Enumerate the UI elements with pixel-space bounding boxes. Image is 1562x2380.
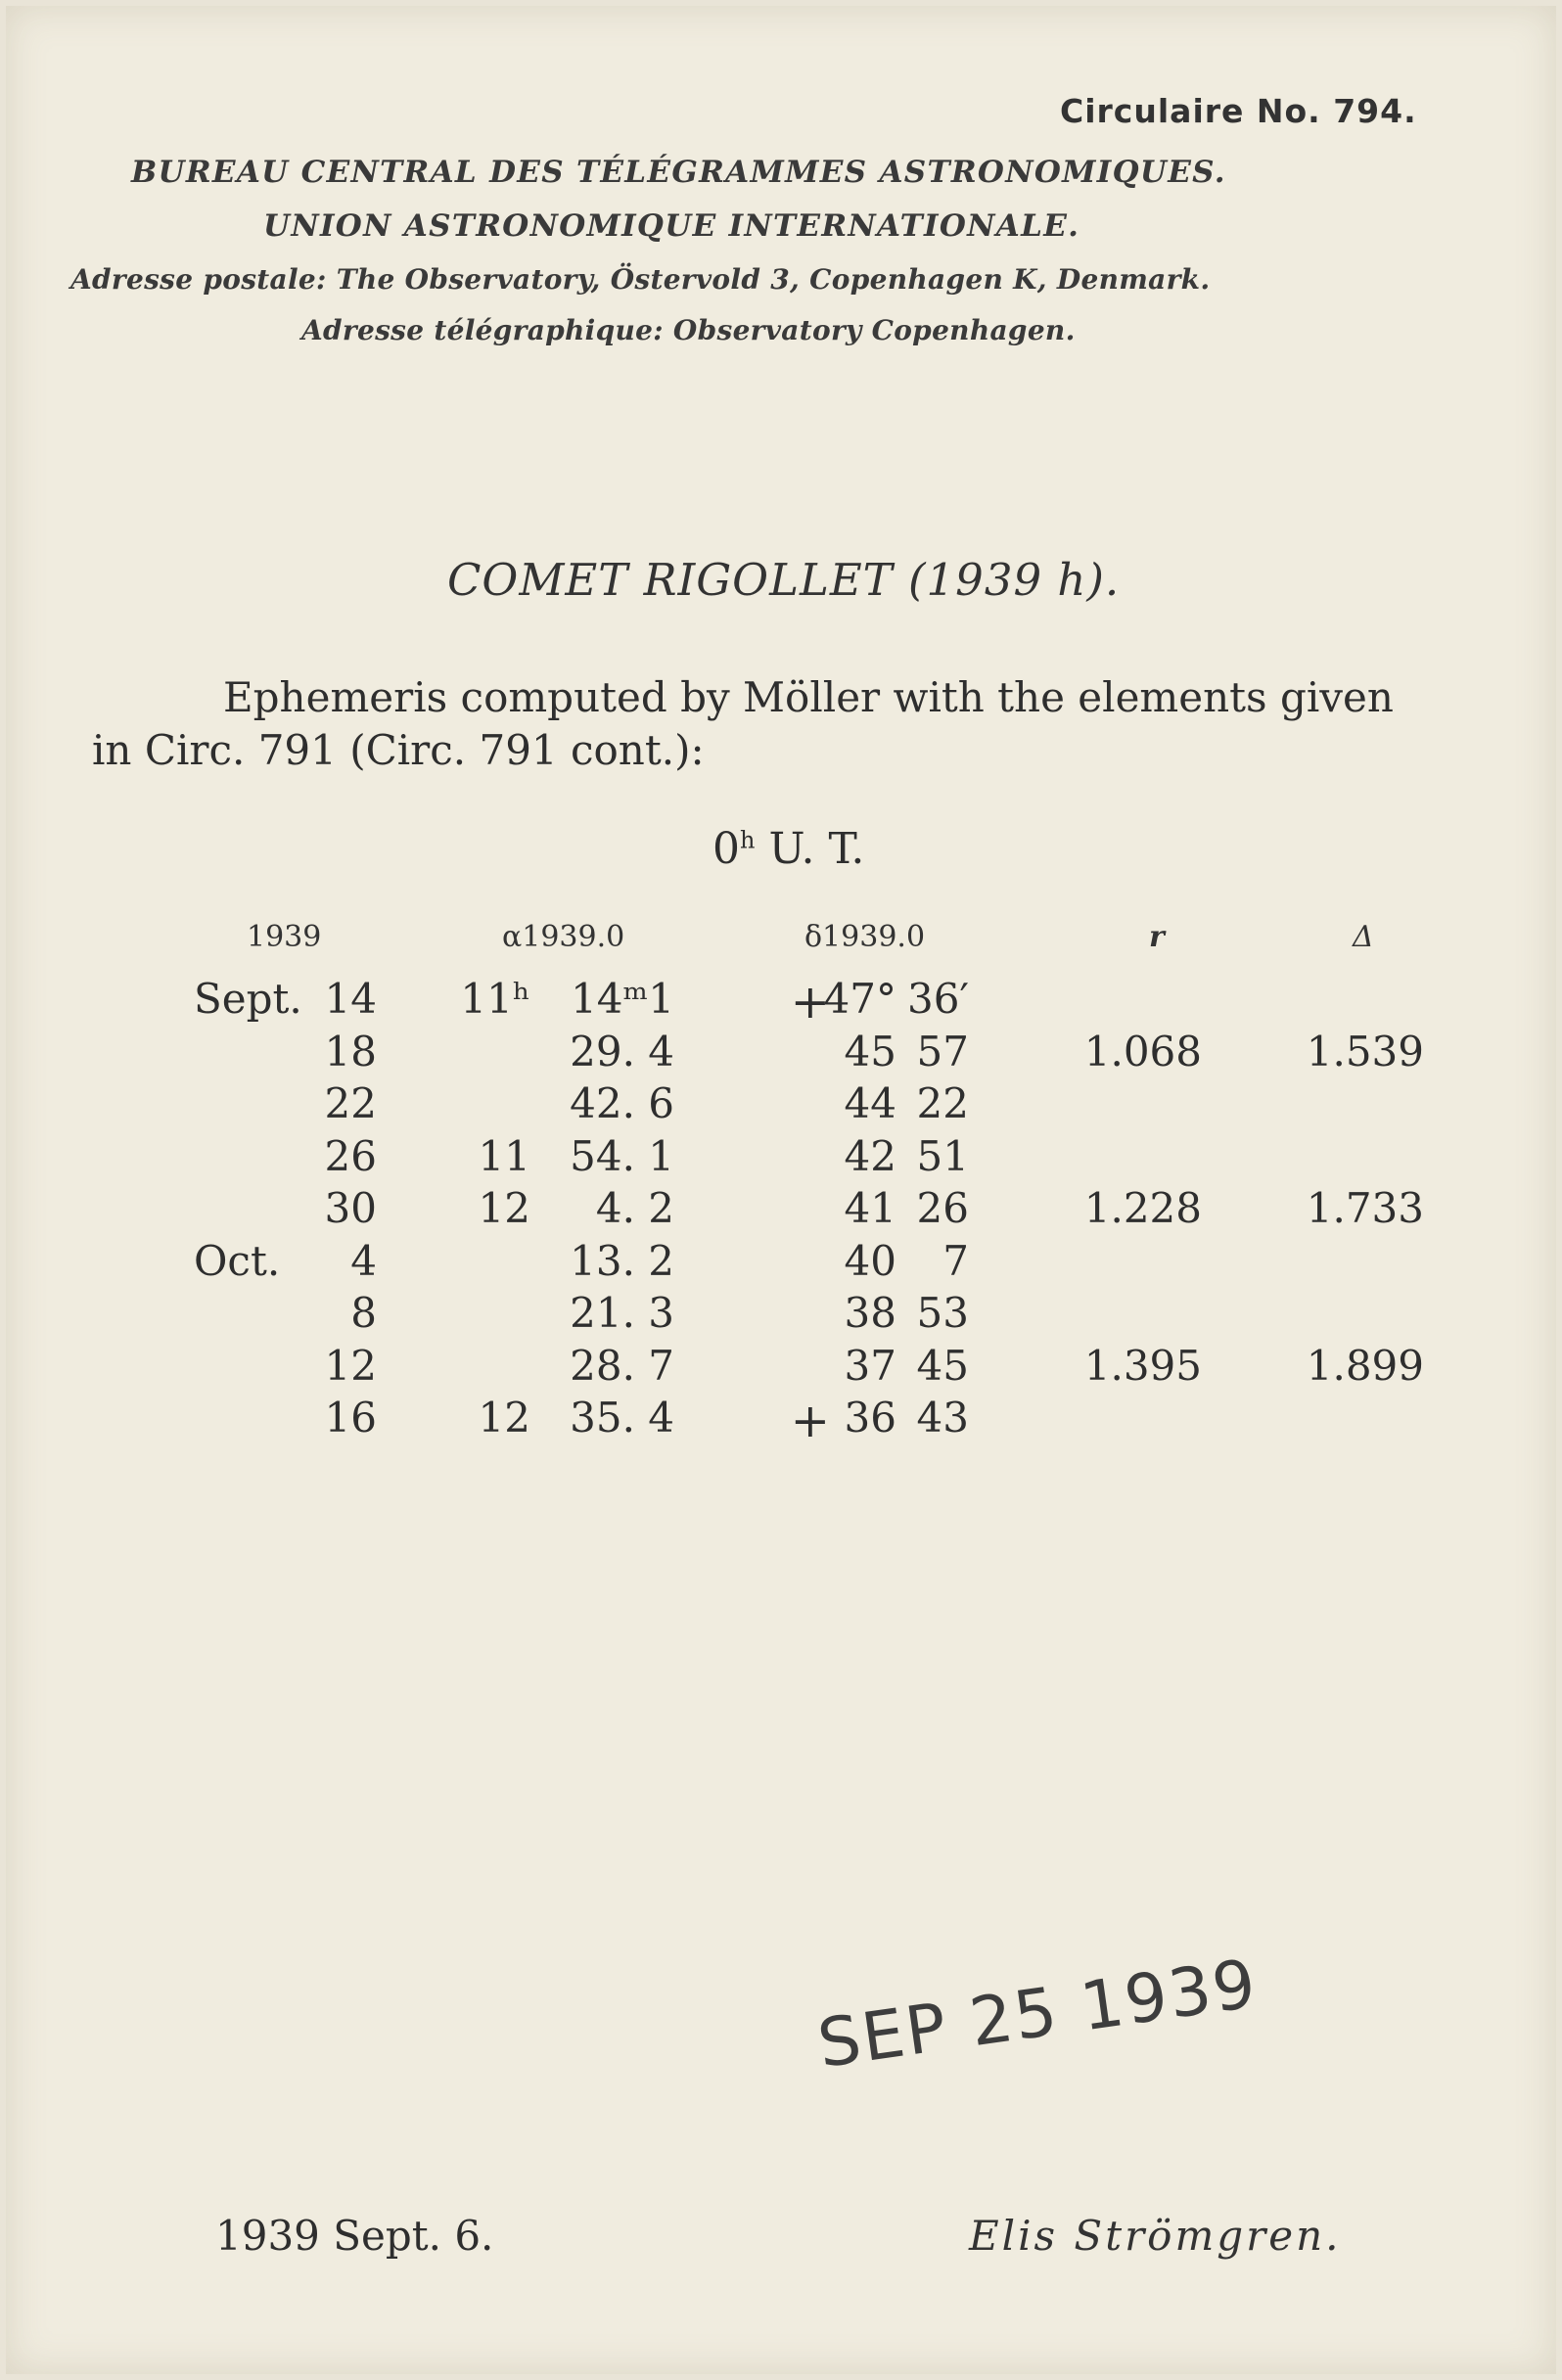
union-heading: UNION ASTRONOMIQUE INTERNATIONALE. xyxy=(263,208,1080,244)
row-r: 1.228 xyxy=(1083,1184,1202,1232)
row-dec-minutes: 36′ xyxy=(907,975,969,1023)
col-header-Delta: Δ xyxy=(1353,920,1374,954)
row-day: 8 xyxy=(350,1289,377,1337)
row-r: 1.395 xyxy=(1083,1341,1202,1390)
row-ra-minutes: 35. 4 xyxy=(570,1394,674,1442)
row-day: 26 xyxy=(324,1131,377,1180)
row-ra-minutes: 54. 1 xyxy=(570,1131,674,1180)
row-dec-degrees: 44 xyxy=(844,1079,896,1127)
row-dec-degrees: 47° xyxy=(823,975,896,1023)
bureau-heading: BUREAU CENTRAL DES TÉLÉGRAMMES ASTRONOMIQUES. xyxy=(131,155,1226,190)
row-ra-minutes: 13. 2 xyxy=(570,1236,674,1285)
epoch-label xyxy=(712,824,864,874)
postal-address: Adresse postale: The Observatory, Östervold 3, Copenhagen K, Denmark. xyxy=(70,263,1211,296)
row-dec-minutes: 26 xyxy=(916,1184,969,1232)
row-month: Sept. xyxy=(194,975,302,1023)
row-dec-minutes: 51 xyxy=(916,1131,969,1180)
signature: Elis Strömgren. xyxy=(969,2212,1342,2260)
row-dec-minutes: 57 xyxy=(916,1027,969,1076)
row-dec-degrees: 42 xyxy=(844,1131,896,1180)
row-ra-hours: 11ʰ xyxy=(460,975,530,1023)
row-ra-hours: 12 xyxy=(478,1394,530,1442)
row-ra-minutes: 14ᵐ1 xyxy=(571,975,674,1023)
row-day: 12 xyxy=(324,1341,377,1390)
row-ra-hours: 11 xyxy=(478,1131,530,1180)
row-dec-degrees: 37 xyxy=(844,1341,896,1390)
telegraphic-address: Adresse télégraphique: Observatory Copenhagen. xyxy=(301,314,1076,346)
row-dec-minutes: 53 xyxy=(916,1289,969,1337)
row-day: 4 xyxy=(350,1236,377,1285)
epoch-hour-unit: h xyxy=(740,826,756,854)
date-received-stamp: SEP 25 1939 xyxy=(813,1945,1263,2083)
row-dec-degrees: 45 xyxy=(844,1027,896,1076)
row-ra-minutes: 28. 7 xyxy=(570,1341,674,1390)
row-dec-sign: + xyxy=(790,975,830,1030)
epoch-hour: 0 xyxy=(712,824,740,874)
row-dec-sign: + xyxy=(790,1394,830,1448)
intro-line-1: Ephemeris computed by Möller with the elements given xyxy=(223,673,1394,721)
row-dec-minutes: 7 xyxy=(942,1236,969,1285)
row-day: 16 xyxy=(324,1394,377,1442)
row-day: 18 xyxy=(324,1027,377,1076)
row-dec-minutes: 43 xyxy=(916,1394,969,1442)
row-r: 1.068 xyxy=(1083,1027,1202,1076)
row-Delta: 1.899 xyxy=(1306,1341,1424,1390)
row-dec-minutes: 45 xyxy=(916,1341,969,1390)
comet-title: COMET RIGOLLET (1939 h). xyxy=(447,554,1121,606)
row-dec-degrees: 40 xyxy=(844,1236,896,1285)
row-Delta: 1.539 xyxy=(1306,1027,1424,1076)
row-dec-degrees: 38 xyxy=(844,1289,896,1337)
intro-line-2: in Circ. 791 (Circ. 791 cont.): xyxy=(92,726,705,774)
row-ra-minutes: 42. 6 xyxy=(570,1079,674,1127)
row-day: 30 xyxy=(324,1184,377,1232)
row-month: Oct. xyxy=(194,1236,281,1285)
row-Delta: 1.733 xyxy=(1306,1184,1424,1232)
row-dec-degrees: 36 xyxy=(844,1394,896,1442)
row-ra-minutes: 29. 4 xyxy=(570,1027,674,1076)
row-dec-degrees: 41 xyxy=(844,1184,896,1232)
epoch-suffix: U. T. xyxy=(755,824,865,874)
circular-number: Circulaire No. 794. xyxy=(1060,92,1417,130)
row-day: 14 xyxy=(324,975,377,1023)
row-ra-minutes: 21. 3 xyxy=(570,1289,674,1337)
row-day: 22 xyxy=(324,1079,377,1127)
row-ra-hours: 12 xyxy=(478,1184,530,1232)
issue-date: 1939 Sept. 6. xyxy=(215,2212,494,2260)
row-ra-minutes: 4. 2 xyxy=(595,1184,674,1232)
col-header-delta: δ1939.0 xyxy=(804,920,926,954)
col-header-alpha: α1939.0 xyxy=(502,920,625,954)
col-header-r: r xyxy=(1149,920,1165,954)
row-dec-minutes: 22 xyxy=(916,1079,969,1127)
col-header-date: 1939 xyxy=(247,920,322,954)
